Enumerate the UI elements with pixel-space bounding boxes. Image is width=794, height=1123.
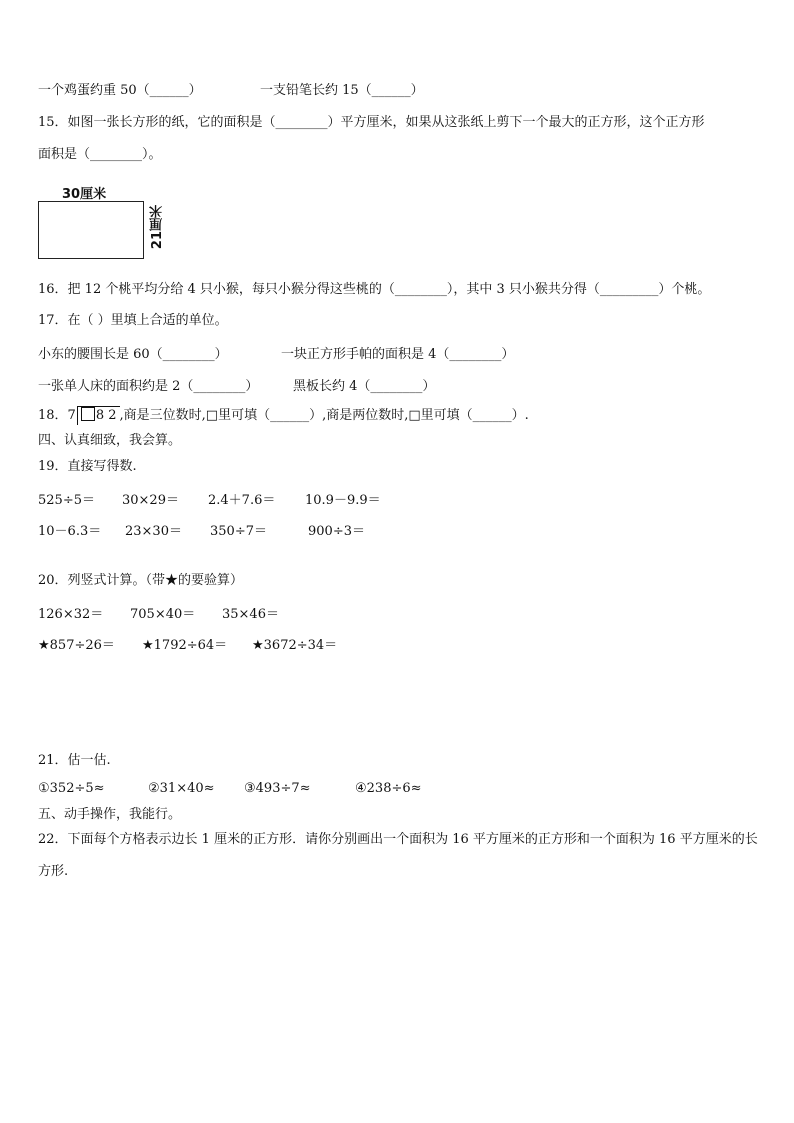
q15-line1: 15．如图一张长方形的纸，它的面积是（________）平方厘米，如果从这张纸上剪下一个最大的正方形，这个正方形: [38, 115, 705, 130]
q21-item: ②31×40≈: [148, 781, 215, 796]
q17-row1: [38, 343, 515, 362]
q22-text: 22．下面每个方格表示边长 1 厘米的正方形．请你分别画出一个面积为 16 平方厘米的正方形和一个面积为 16 平方厘米的长方形.: [38, 832, 758, 879]
q18-dividend: 8 2: [95, 408, 117, 423]
q17-d: 黑板长约 4（________）: [293, 379, 436, 394]
q20-item: 126×32＝: [38, 607, 104, 622]
q18-text: [38, 406, 529, 425]
blank-box-icon: [81, 407, 95, 421]
q17-c: 一张单人床的面积约是 2（________）: [38, 379, 259, 394]
q15-line2: 面积是（________）。: [38, 147, 162, 162]
q20-item: 35×46＝: [222, 607, 279, 622]
section5-heading: 五、动手操作，我能行。: [38, 807, 182, 822]
q21-item: ①352÷5≈: [38, 781, 105, 796]
rectangle-figure: [38, 183, 178, 263]
rect-height-label: 21厘米: [150, 205, 165, 250]
q17-title: 17．在（ ）里填上合适的单位。: [38, 313, 228, 328]
q17-b: 一块正方形手帕的面积是 4（________）: [281, 347, 515, 362]
q20-item: 705×40＝: [130, 607, 196, 622]
q19-item: 2.4＋7.6＝: [208, 493, 276, 508]
q19-item: 350÷7＝: [210, 524, 267, 539]
q18-suffix: ,商是三位数时,□里可填（______）,商是两位数时,□里可填（______）.: [119, 408, 529, 423]
q21-title: 21．估一估.: [38, 753, 111, 768]
rectangle-shape: [38, 201, 144, 259]
rect-width-label: 30厘米: [62, 187, 107, 202]
q19-item: 10－6.3＝: [38, 524, 102, 539]
q19-item: 10.9－9.9＝: [305, 493, 381, 508]
q20-item: ★1792÷64＝: [142, 638, 228, 653]
q20-item: ★3672÷34＝: [252, 638, 338, 653]
q17-row2: [38, 375, 436, 394]
q21-item: ④238÷6≈: [355, 781, 422, 796]
q14-a: 一个鸡蛋约重 50（______）: [38, 83, 202, 98]
q16-text: 16．把 12 个桃平均分给 4 只小猴，每只小猴分得这些桃的（________），其中 3 只小猴共分得（_________）个桃。: [38, 282, 711, 297]
q20-title: 20．列竖式计算。（带★的要验算）: [38, 573, 244, 588]
q21-item: ③493÷7≈: [244, 781, 311, 796]
q19-item: 30×29＝: [122, 493, 179, 508]
q17-a: 小东的腰围长是 60（________）: [38, 347, 228, 362]
q14-b: 一支铅笔长约 15（______）: [260, 83, 424, 98]
q19-item: 525÷5＝: [38, 493, 95, 508]
q19-item: 900÷3＝: [308, 524, 365, 539]
q19-title: 19．直接写得数.: [38, 459, 137, 474]
q19-item: 23×30＝: [125, 524, 182, 539]
long-division-symbol: [77, 406, 120, 425]
q14-line: [38, 82, 424, 100]
q20-item: ★857÷26＝: [38, 638, 115, 653]
section4-heading: 四、认真细致，我会算。: [38, 433, 182, 448]
q18-prefix: 18．7: [38, 408, 76, 423]
